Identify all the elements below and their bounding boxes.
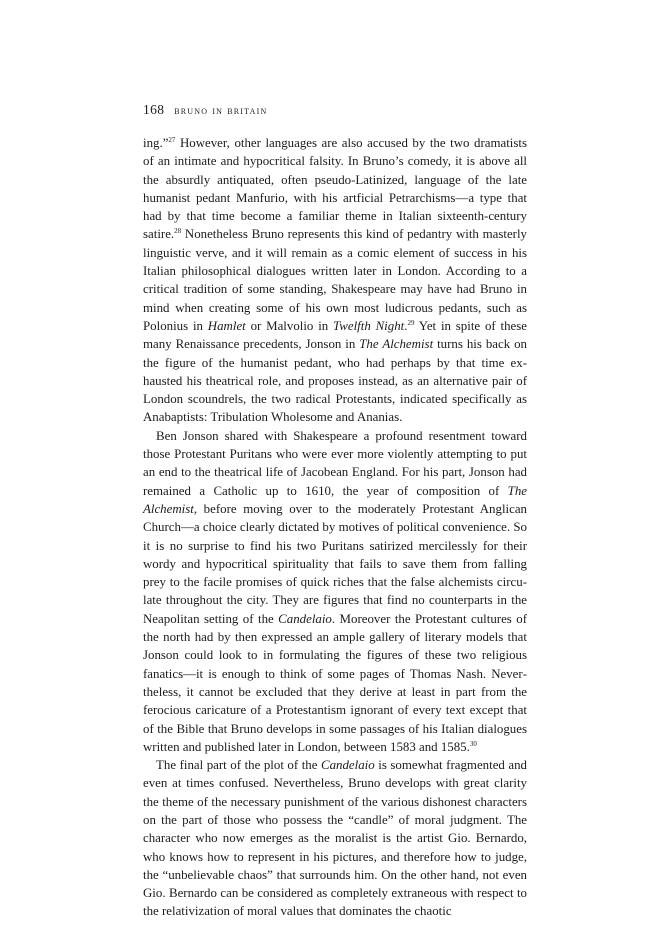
italic-title: The Alchemist bbox=[359, 337, 434, 352]
text-run: ing.” bbox=[143, 136, 169, 150]
italic-title: Hamlet bbox=[207, 318, 246, 333]
text-run: turns his back on the figure of the humanist pedant, who had perhaps by that time exhausted his theatrical role, and proposes instead, as an alternative pair of London scoundrels, the two radical Protestants, indicated specifically as Anabaptists: Tribulation Wholesome and Ananias. bbox=[143, 337, 527, 425]
footnote-marker: 27 bbox=[168, 136, 176, 144]
text-run: . bbox=[404, 318, 408, 333]
text-run: Yet in spite of these many Renaissance precedents, Jonson in bbox=[143, 318, 527, 352]
body-text bbox=[143, 134, 527, 921]
text-run: However, other languages are also accused by the two dramatists of an intimate and hypocritical falsity. In Bruno’s comedy, it is above all the absurdly antiquated, often pseudo-Latinized, language of the late humanist pedant Manfurio, with his artficial Petrarchisms—a type that had by that time become a familiar theme in Italian sixteenth-century satire. bbox=[143, 136, 527, 242]
body-paragraph bbox=[143, 134, 527, 427]
text-run: . Moreover the Protestant cultures of the north had by then expressed an ample gallery of literary models that Jonson could look to in formulating the figures of these two religious fanatics—it is enough to think of some pages of Thomas Nash. Nevertheless, it cannot be excluded that they derive at least in part from the ferocious caricature of a Protestantism ignorant of every text except that of the Bible that Bruno develops in some passages of his Italian dialogues written and published later in London, between 1583 and 1585. bbox=[143, 611, 527, 754]
body-paragraph bbox=[143, 427, 527, 756]
italic-title: Candelaio bbox=[320, 758, 375, 773]
page-number: 168 bbox=[143, 102, 165, 117]
italic-title: Candelaio bbox=[278, 611, 332, 626]
running-title: bruno in britain bbox=[174, 105, 268, 117]
text-run: Nonetheless Bruno represents this kind of pedantry with masterly linguistic verve, and it will remain as a comic element of success in his Italian philosophical dialogues written later in London. According to a critical tradition of some standing, Shakespeare may have had Bruno in mind when creating some of his own most ludicrous pedants, such as Polonius in bbox=[143, 227, 527, 333]
text-run: or Malvolio in bbox=[245, 318, 334, 333]
italic-title: The Alchemist bbox=[143, 483, 527, 516]
text-run: The final part of the plot of the bbox=[156, 758, 321, 773]
text-run: , before moving over to the moderately Protestant Anglican Church—a choice clearly dictated by motives of political convenience. So it is no surprise to find his two Puritans satirized mercilessly for their wordy and hypocritical spirituality that fails to save them from falling prey to the facile promises of quick riches that the false alchemists circulate throughout the city. They are figures that find no counterparts in the Neapolitan setting of the bbox=[143, 501, 527, 626]
footnote-marker: 28 bbox=[174, 227, 182, 236]
footnote-marker: 29 bbox=[407, 318, 415, 327]
running-header bbox=[143, 102, 267, 118]
text-run: Ben Jonson shared with Shakespeare a profound resentment toward those Protestant Puritans who were ever more violently attempting to put an end to the theatrical life of Jacobean England. For his part, Jonson had remained a Catholic up to 1610, the year of composition of bbox=[143, 428, 527, 498]
italic-title: Twelfth Night bbox=[333, 318, 405, 333]
text-run: is somewhat fragmented and even at times confused. Nevertheless, Bruno develops with great clarity the theme of the necessary punishment of the various dishonest characters on the part of those who possess the “candle” of moral judgment. The character who now emerges as the moralist is the artist Gio. Bernardo, who knows how to represent in his pictures, and therefore how to judge, the “unbelievable chaos” that surrounds him. On the other hand, not even Gio. Bernardo can be considered as completely extraneous with respect to the relativization of moral values that dominates the chaotic bbox=[143, 758, 527, 919]
body-paragraph bbox=[143, 756, 527, 921]
footnote-marker: 30 bbox=[469, 739, 477, 748]
